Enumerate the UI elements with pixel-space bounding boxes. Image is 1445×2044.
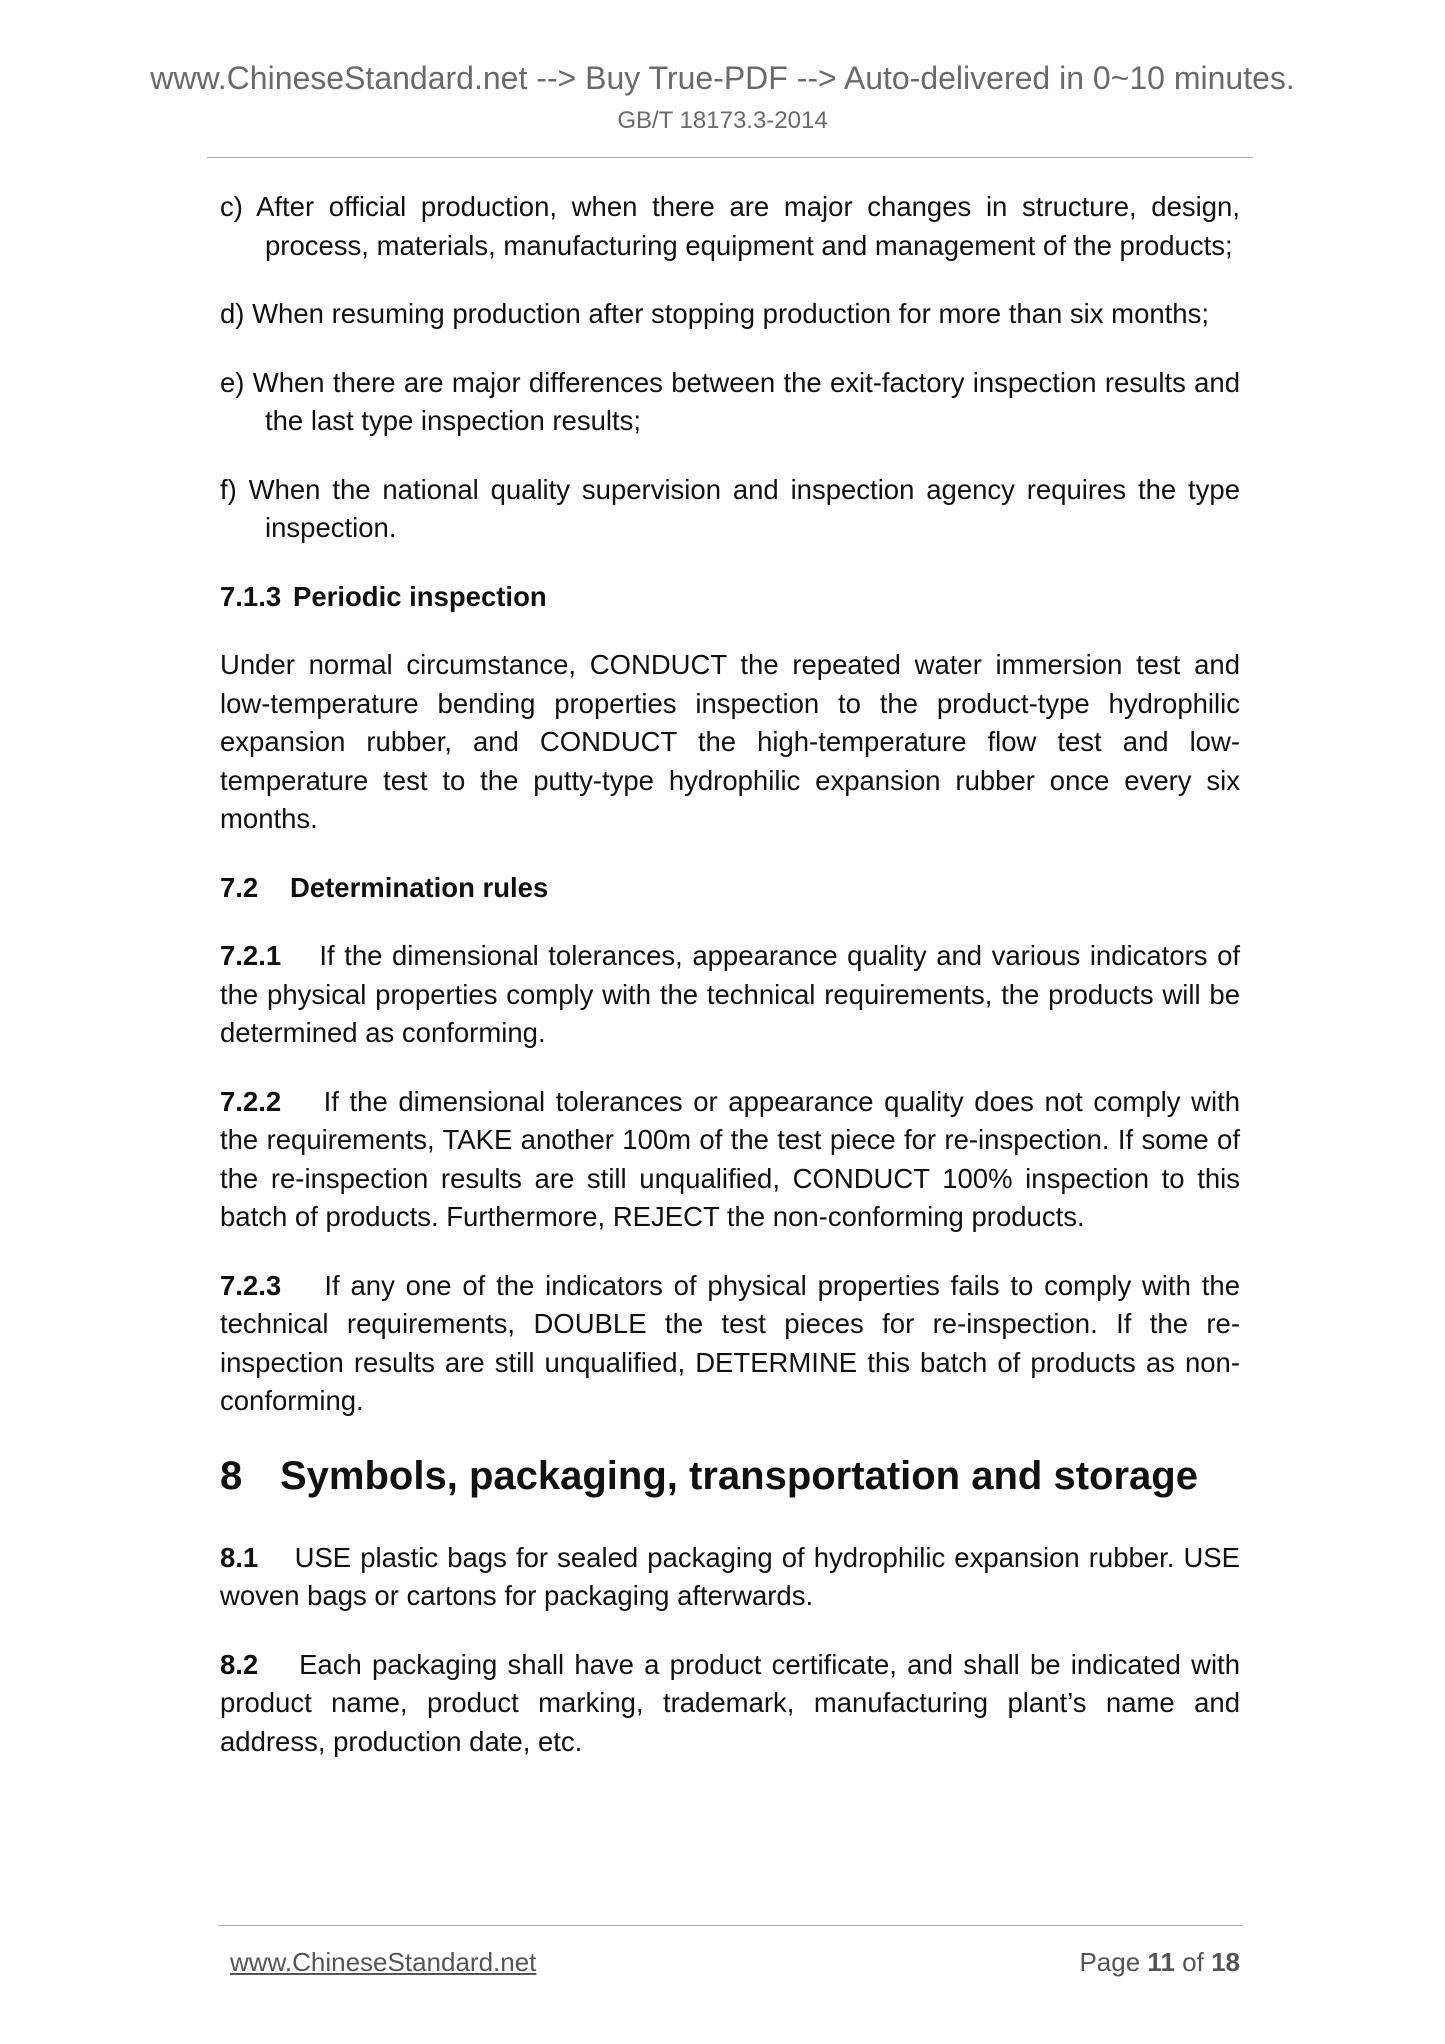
clause-7-2-1: [220, 937, 1240, 1053]
page-word: Page: [1079, 1947, 1141, 1977]
page-of: of: [1182, 1947, 1204, 1977]
clause-number: 8.2: [220, 1648, 259, 1680]
heading-7-2: [220, 869, 1240, 908]
footer-site-link[interactable]: www.ChineseStandard.net: [230, 1947, 537, 1977]
clause-7-2-2: [220, 1083, 1240, 1237]
heading-number: 7.2: [220, 871, 259, 903]
page-footer: [230, 1944, 1240, 1980]
list-item-c: c) After official production, when there are major changes in structure, design, process, materials, manufacturing equipment and management of the products;: [220, 191, 1240, 261]
periodic-inspection-text: Under normal circumstance, CONDUCT the repeated water immersion test and low-temperature bending properties inspection to the product-type hydrophilic expansion rubber, and CONDUCT the high-temperature flow test and low-temperature test to the putty-type hydrophilic expansion rubber once every six months.: [220, 649, 1240, 834]
standard-code: GB/T 18173.3-2014: [617, 107, 828, 134]
clause-text: If the dimensional tolerances or appearance quality does not comply with the requirements, TAKE another 100m of the test piece for re-inspection. If some of the re-inspection results are still unqualified, CONDUCT 100% inspection to this batch of products. Furthermore, REJECT the non-conforming products.: [220, 1085, 1241, 1232]
heading-title: Periodic inspection: [293, 580, 547, 612]
page-current: 11: [1147, 1947, 1175, 1977]
header-banner[interactable]: www.ChineseStandard.net --> Buy True-PDF --> Auto-delivered in 0~10 minutes.: [150, 60, 1295, 96]
heading-number: 8: [220, 1453, 243, 1498]
heading-title: Determination rules: [290, 871, 549, 903]
clause-number: 7.2.3: [220, 1269, 282, 1301]
clause-number: 8.1: [220, 1541, 259, 1573]
list-item-d: d) When resuming production after stopping production for more than six months;: [220, 298, 1209, 329]
clause-text: Each packaging shall have a product certificate, and shall be indicated with product name, product marking, trademark, manufacturing plant’s name and address, production date, etc.: [220, 1648, 1240, 1757]
page-total: 18: [1211, 1947, 1240, 1977]
list-item-f: f) When the national quality supervision and inspection agency requires the type inspection.: [220, 473, 1240, 543]
clause-8-1: [220, 1539, 1240, 1616]
header-divider: [207, 157, 1253, 158]
clause-7-2-3: [220, 1267, 1240, 1421]
page-number: [1079, 1944, 1240, 1980]
clause-text: If any one of the indicators of physical properties fails to comply with the technical requirements, DOUBLE the test pieces for re-inspection. If the re-inspection results are still unqualified, DETERMINE this batch of products as non-conforming.: [220, 1269, 1240, 1416]
heading-number: 7.1.3: [220, 580, 282, 612]
clause-number: 7.2.1: [220, 940, 282, 971]
heading-7-1-3: [220, 578, 1240, 617]
heading-8: [220, 1451, 1240, 1501]
heading-title: Symbols, packaging, transportation and storage: [280, 1453, 1198, 1498]
clause-number: 7.2.2: [220, 1085, 282, 1117]
clause-text: If the dimensional tolerances, appearance quality and various indicators of the physical properties comply with the technical requirements, the products will be determined as conforming.: [220, 940, 1241, 1048]
clause-8-2: [220, 1646, 1240, 1762]
clause-text: USE plastic bags for sealed packaging of hydrophilic expansion rubber. USE woven bags or cartons for packaging afterwards.: [220, 1541, 1240, 1611]
footer-divider: [218, 1925, 1242, 1926]
list-item-e: e) When there are major differences between the exit-factory inspection results and the last type inspection results;: [220, 366, 1240, 436]
document-body: [220, 188, 1240, 1791]
